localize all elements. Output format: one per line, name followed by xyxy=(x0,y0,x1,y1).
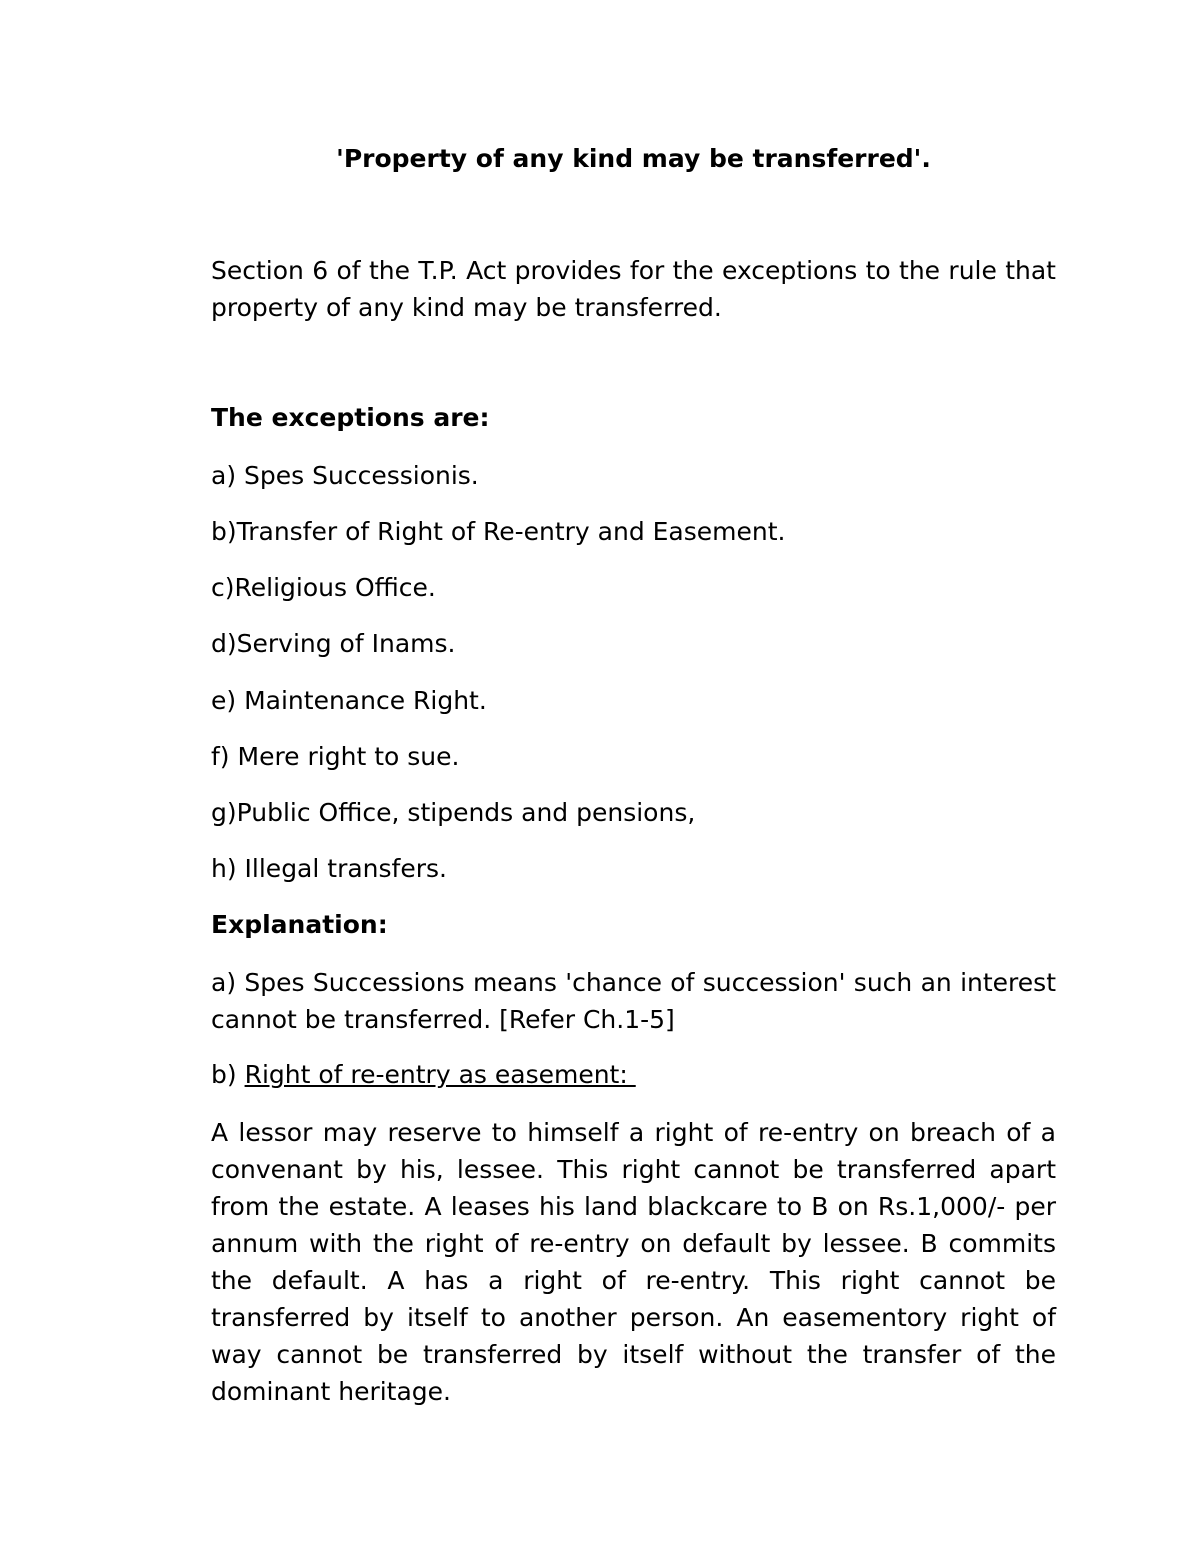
exception-item: d)Serving of Inams. xyxy=(211,629,456,658)
explanation-b-prefix: b) xyxy=(211,1060,245,1089)
explanation-b-heading: Right of re-entry as easement: xyxy=(244,1060,636,1089)
explanation-b-line xyxy=(211,1057,1056,1093)
document-title: 'Property of any kind may be transferred'. xyxy=(336,144,931,173)
exceptions-heading: The exceptions are: xyxy=(211,403,490,432)
exception-item: f) Mere right to sue. xyxy=(211,742,460,771)
intro-paragraph: Section 6 of the T.P. Act provides for the exceptions to the rule that property of any kind may be transferred. xyxy=(211,256,1056,322)
document-page xyxy=(211,0,1056,1553)
exception-item: c)Religious Office. xyxy=(211,573,436,602)
explanation-a-paragraph: a) Spes Successions means 'chance of succession' such an interest cannot be transferred. [Refer Ch.1-5] xyxy=(211,968,1056,1034)
explanation-heading: Explanation: xyxy=(211,910,388,939)
exception-item: g)Public Office, stipends and pensions, xyxy=(211,798,696,827)
exception-item: e) Maintenance Right. xyxy=(211,686,487,715)
exception-item: a) Spes Successionis. xyxy=(211,461,479,490)
exception-item: b)Transfer of Right of Re-entry and Easement. xyxy=(211,517,786,546)
explanation-b-body: A lessor may reserve to himself a right of re-entry on breach of a convenant by his, lessee. This right cannot be transferred apart from the estate. A leases his land blackcare to B on Rs.1,000/- per annum with the right of re-entry on default by lessee. B commits the default. A has a right of re-entry. This right cannot be transferred by itself to another person. An easementory right of way cannot be transferred by itself without the transfer of the dominant heritage. xyxy=(211,1118,1056,1406)
exception-item: h) Illegal transfers. xyxy=(211,854,447,883)
